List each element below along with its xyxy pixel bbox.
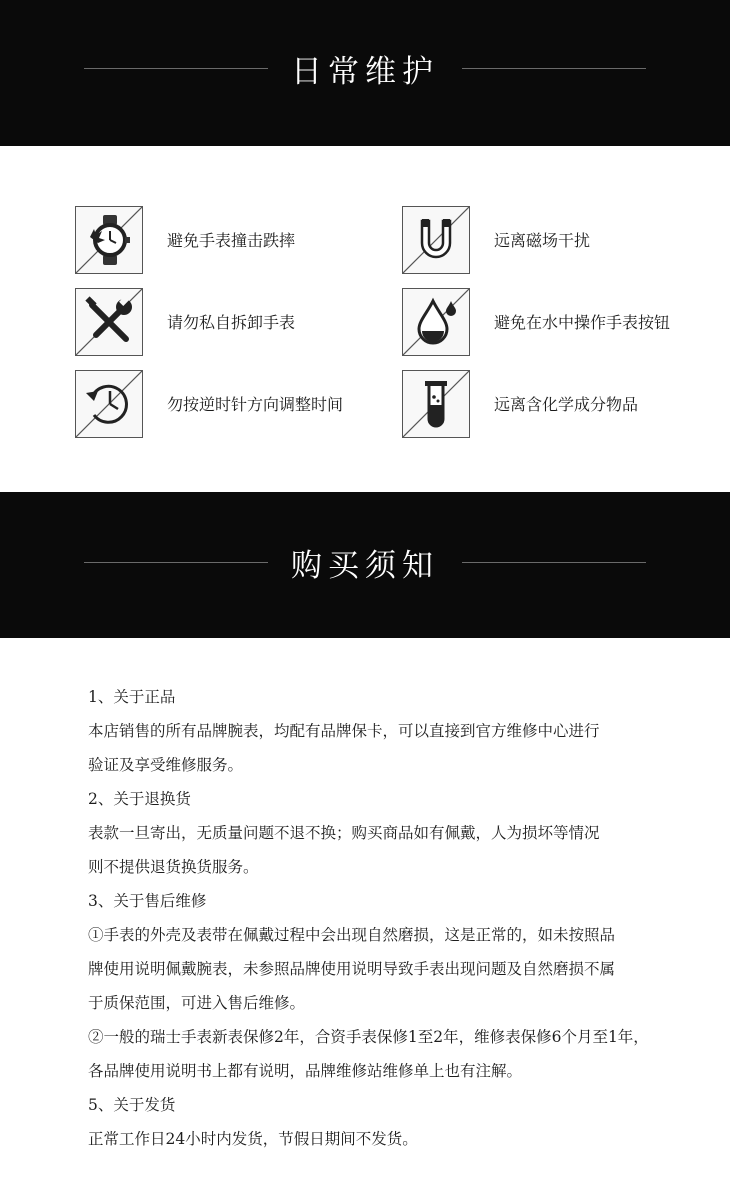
care-item-label: 避免手表撞击跌摔	[167, 231, 296, 250]
test-tube-icon	[402, 370, 470, 438]
notice-line: 正常工作日24小时内发货，节假日期间不发货。	[88, 1130, 418, 1148]
notice-line: 则不提供退货换货服务。	[88, 858, 259, 876]
notice-line: 表款一旦寄出，无质量问题不退不换；购买商品如有佩戴，人为损坏等情况	[88, 824, 600, 842]
purchase-notice	[0, 638, 730, 1180]
care-grid	[0, 146, 730, 492]
watch-impact-icon	[75, 206, 143, 274]
care-item-label: 远离含化学成分物品	[494, 395, 639, 414]
notice-heading: 2、关于退换货	[88, 790, 191, 808]
notice-line: 于质保范围，可进入售后维修。	[88, 994, 306, 1012]
purchase-title: 购买须知	[291, 548, 439, 584]
purchase-banner	[0, 492, 730, 638]
counterclockwise-clock-icon	[75, 370, 143, 438]
magnet-icon	[402, 206, 470, 274]
notice-line: ①手表的外壳及表带在佩戴过程中会出现自然磨损，这是正常的，如未按照品	[88, 926, 616, 944]
water-drop-icon	[402, 288, 470, 356]
notice-line: 牌使用说明佩戴腕表，未参照品牌使用说明导致手表出现问题及自然磨损不属	[88, 960, 616, 978]
notice-heading: 5、关于发货	[88, 1096, 176, 1114]
care-item-label: 避免在水中操作手表按钮	[494, 313, 671, 332]
care-item-label: 勿按逆时针方向调整时间	[167, 395, 344, 414]
notice-line: ②一般的瑞士手表新表保修2年，合资手表保修1至2年，维修表保修6个月至1年，	[88, 1028, 649, 1046]
notice-line: 验证及享受维修服务。	[88, 756, 244, 774]
care-item-label: 远离磁场干扰	[494, 231, 591, 250]
notice-line: 本店销售的所有品牌腕表，均配有品牌保卡，可以直接到官方维修中心进行	[88, 722, 600, 740]
notice-heading: 3、关于售后维修	[88, 892, 207, 910]
care-title: 日常维护	[291, 54, 439, 90]
notice-heading: 1、关于正品	[88, 688, 176, 706]
tools-icon	[75, 288, 143, 356]
care-item-label: 请勿私自拆卸手表	[167, 313, 296, 332]
notice-line: 各品牌使用说明书上都有说明，品牌维修站维修单上也有注解。	[88, 1062, 523, 1080]
care-banner	[0, 0, 730, 146]
